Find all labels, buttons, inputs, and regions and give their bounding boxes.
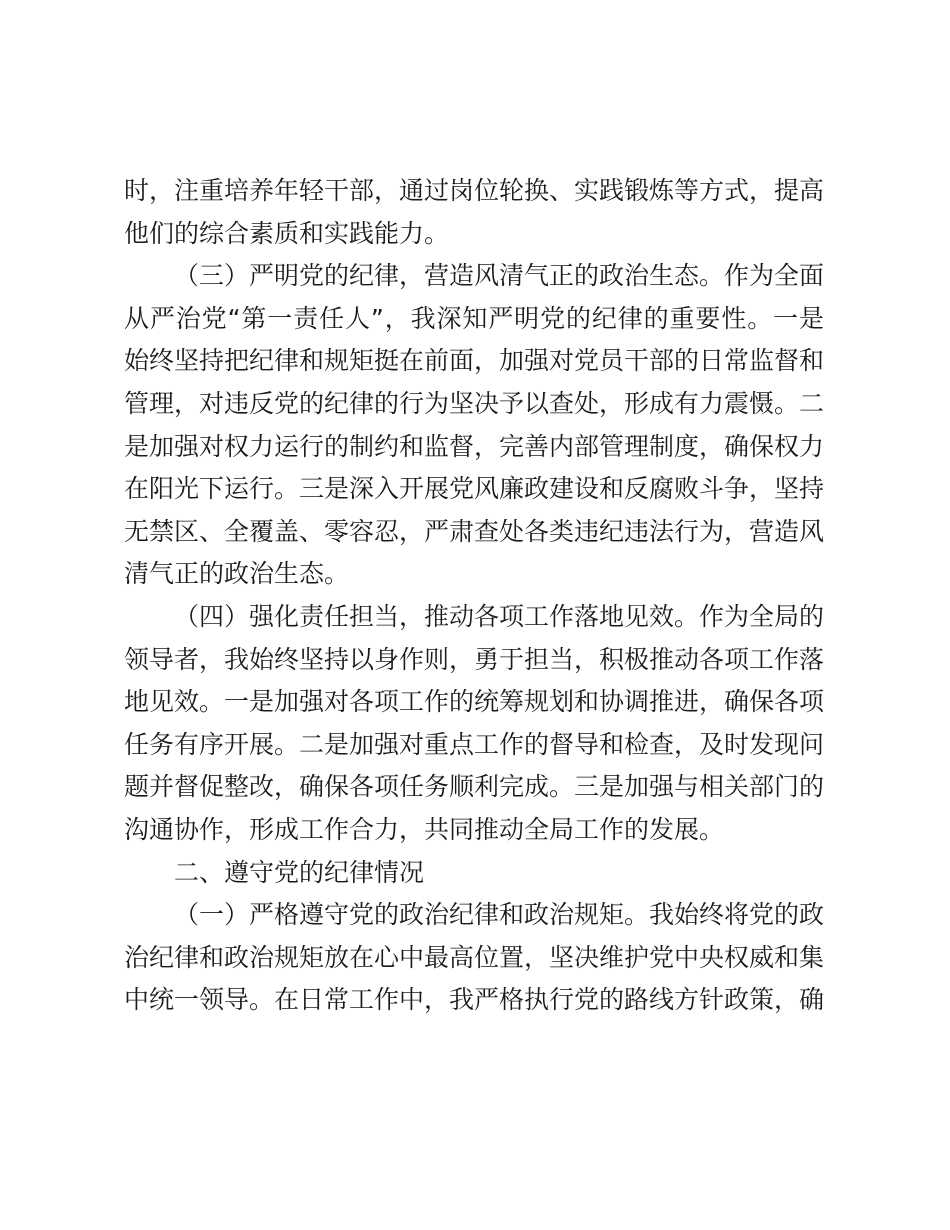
paragraph-continuation: 时，注重培养年轻干部，通过岗位轮换、实践锻炼等方式，提高他们的综合素质和实践能力。 (124, 176, 825, 248)
section-heading-discipline: 二、遵守党的纪律情况 (174, 857, 425, 887)
paragraph-section-3: （三）严明党的纪律，营造风清气正的政治生态。作为全面从严治党“第一责任人”，我深知严明党的纪律的重要性。一是始终坚持把纪律和规矩挺在前面，加强对党员干部的日常监督和管理，对违反党的纪律的行为坚决予以查处，形成有力震慑。二是加强对权力运行的制约和监督，完善内部管理制度，确保权力在阳光下运行。三是深入开展党风廉政建设和反腐败斗争，坚持无禁区、全覆盖、零容忍，严肃查处各类违纪违法行为，营造风清气正的政治生态。 (124, 261, 825, 589)
paragraph-section-4: （四）强化责任担当，推动各项工作落地见效。作为全局的领导者，我始终坚持以身作则，勇于担当，积极推动各项工作落地见效。一是加强对各项工作的统筹规划和协调推进，确保各项任务有序开展。二是加强对重点工作的督导和检查，及时发现问题并督促整改，确保各项任务顺利完成。三是加强与相关部门的沟通协作，形成工作合力，共同推动全局工作的发展。 (124, 601, 825, 844)
document-body (124, 170, 824, 1022)
paragraph-subsection-1: （一）严格遵守党的政治纪律和政治规矩。我始终将党的政治纪律和政治规矩放在心中最高位置，坚决维护党中央权威和集中统一领导。在日常工作中，我严格执行党的路线方针政策，确 (124, 900, 825, 1015)
